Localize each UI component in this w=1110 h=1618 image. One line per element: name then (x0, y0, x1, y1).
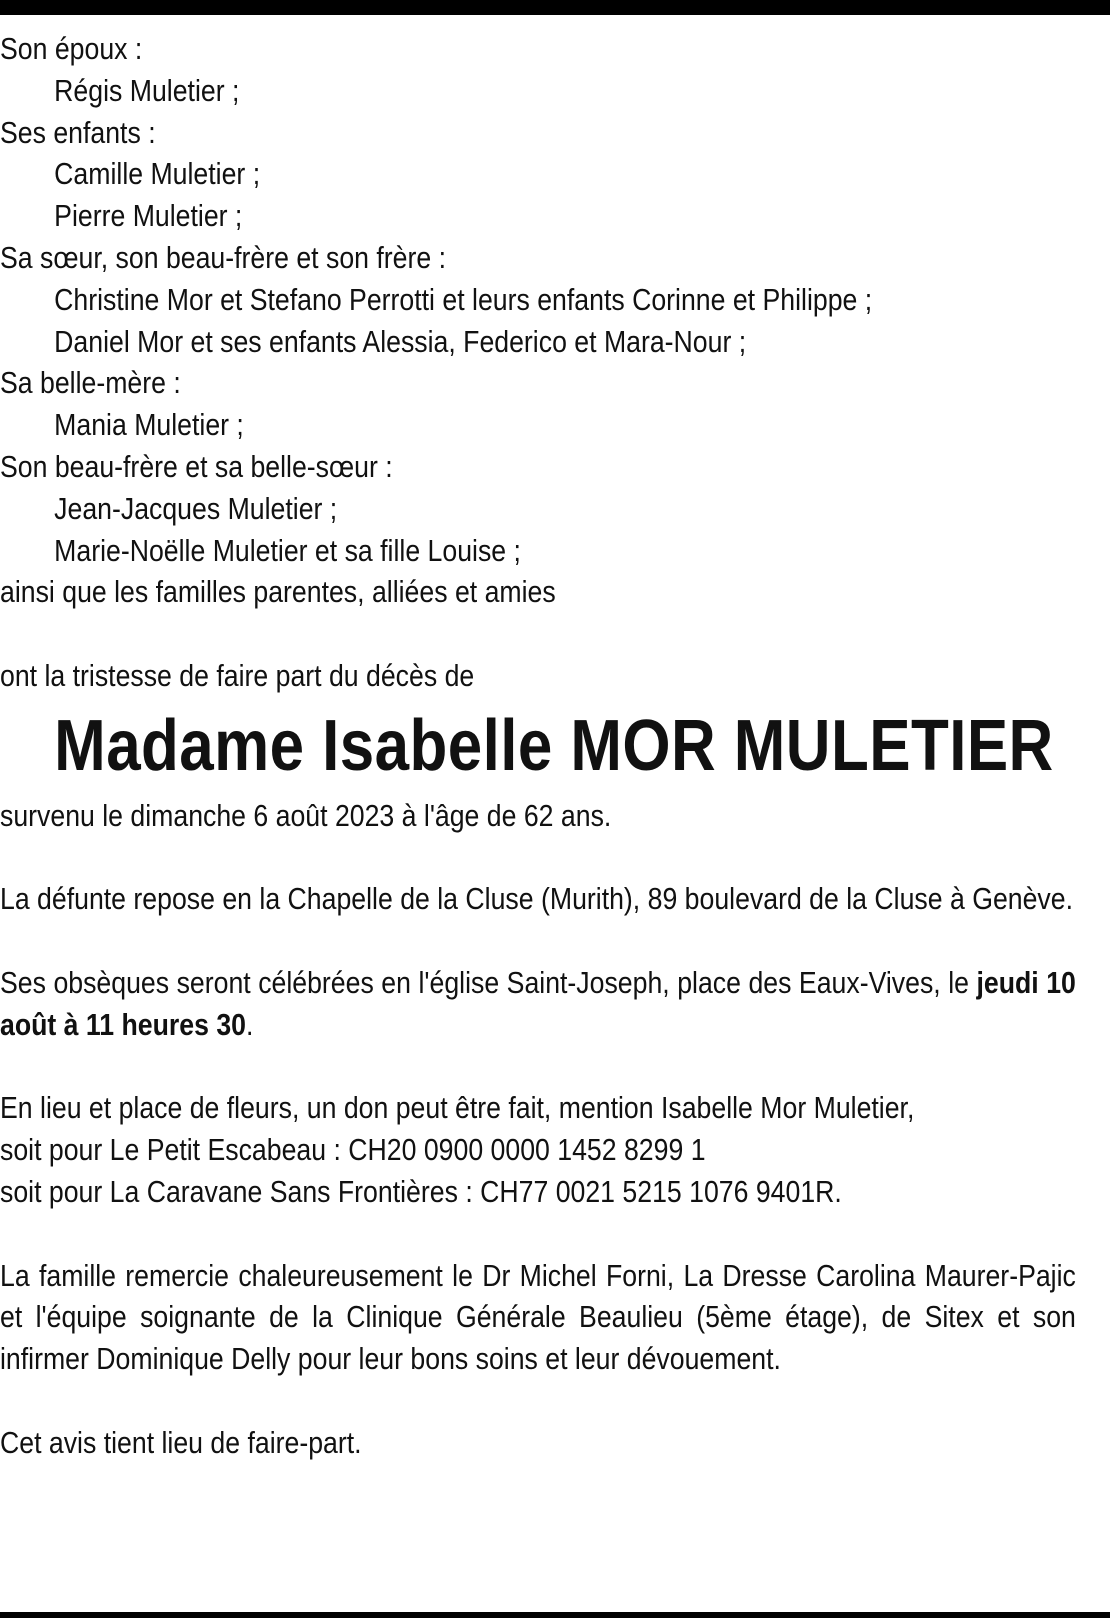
relative-group-mother-in-law (0, 362, 1076, 446)
relative-name: Camille Muletier ; (54, 156, 261, 192)
bottom-rule (0, 1612, 1110, 1618)
donation-line: En lieu et place de fleurs, un don peut être fait, mention Isabelle Mor Muletier, (0, 1090, 915, 1126)
funeral-datetime: jeudi 10 août à 11 heures 30 (0, 964, 1076, 1042)
rest-place-paragraph: La défunte repose en la Chapelle de la Cluse (Murith), 89 boulevard de la Cluse à Genève. (0, 881, 1073, 917)
death-date-line: survenu le dimanche 6 août 2023 à l'âge de 62 ans. (0, 797, 612, 833)
relative-name: Christine Mor et Stefano Perrotti et leurs enfants Corinne et Philippe ; (54, 281, 873, 317)
relative-group-children (0, 112, 1076, 237)
relative-label: Son époux : (0, 31, 143, 66)
funeral-text: Ses obsèques seront célébrées en l'église Saint-Joseph, place des Eaux-Vives, le (0, 964, 977, 1000)
funeral-text-end: . (246, 1006, 254, 1042)
relative-name: Marie-Noëlle Muletier et sa fille Louise ; (54, 532, 521, 568)
relative-name: Jean-Jacques Muletier ; (54, 490, 338, 526)
donation-paragraph (0, 1087, 1076, 1212)
death-notice (0, 28, 1076, 1464)
relative-name: Pierre Muletier ; (54, 198, 243, 234)
relatives-list (0, 28, 1076, 613)
relative-name: Daniel Mor et ses enfants Alessia, Federico et Mara-Nour ; (54, 323, 747, 359)
relative-name: Mania Muletier ; (54, 407, 244, 443)
relative-label: Ses enfants : (0, 114, 156, 150)
funeral-paragraph (0, 962, 1076, 1046)
relative-label: Sa sœur, son beau-frère et son frère : (0, 239, 447, 275)
relative-group-spouse (0, 28, 1076, 112)
top-rule (0, 0, 1110, 15)
closing-line: Cet avis tient lieu de faire-part. (0, 1424, 362, 1460)
relative-group-siblings (0, 237, 1076, 362)
donation-line: soit pour Le Petit Escabeau : CH20 0900 0000 1452 8299 1 (0, 1132, 706, 1168)
intro-line: ont la tristesse de faire part du décès de (0, 657, 475, 693)
donation-line: soit pour La Caravane Sans Frontières : CH77 0021 5215 1076 9401R. (0, 1173, 842, 1209)
relative-group-in-laws (0, 446, 1076, 571)
families-line: ainsi que les familles parentes, alliées et amies (0, 574, 556, 610)
relative-name: Régis Muletier ; (54, 72, 240, 108)
relative-label: Sa belle-mère : (0, 365, 181, 401)
thanks-paragraph: La famille remercie chaleureusement le Dr Michel Forni, La Dresse Carolina Maurer-Pajic et l'équipe soignante de la Clinique Générale Beaulieu (5ème étage), de Sitex et son infirmer Dominique Delly pour leur bons soins et leur dévouement. (0, 1257, 1076, 1377)
deceased-name: Madame Isabelle MOR MULETIER (54, 705, 1054, 786)
relative-label: Son beau-frère et sa belle-sœur : (0, 448, 393, 484)
